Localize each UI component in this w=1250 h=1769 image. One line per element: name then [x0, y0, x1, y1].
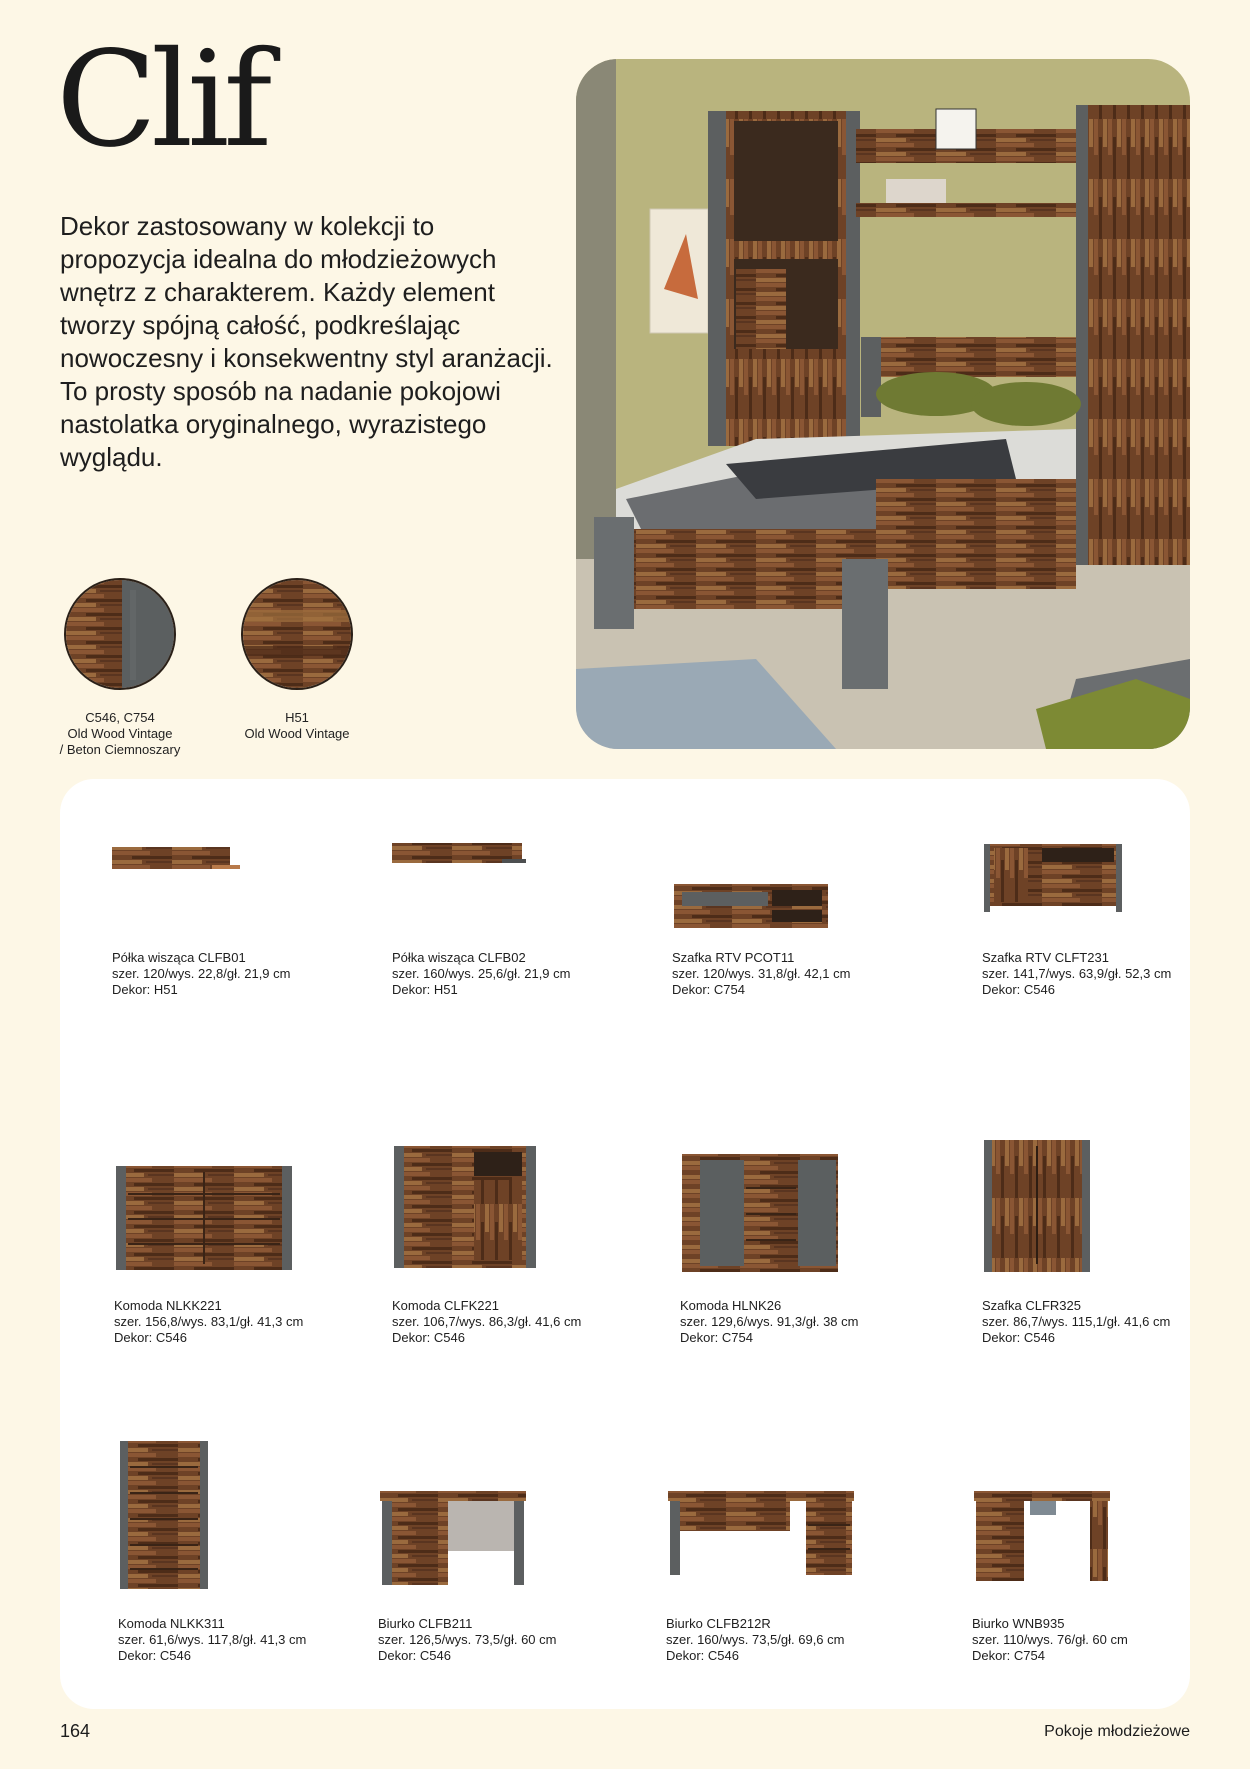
- product-card: [378, 1489, 638, 1663]
- product-dimensions: szer. 141,7/wys. 63,9/gł. 52,3 cm: [982, 966, 1172, 981]
- cabinet-image: [982, 1138, 1094, 1274]
- product-info: [666, 1616, 844, 1664]
- product-name: Komoda CLFK221: [392, 1298, 499, 1313]
- product-card: [680, 1152, 940, 1345]
- product-decor: Dekor: C546: [982, 1330, 1055, 1345]
- product-card: [982, 837, 1242, 1007]
- product-card: [672, 837, 932, 1007]
- page-number: 164: [60, 1721, 91, 1741]
- product-card: [392, 837, 652, 1007]
- product-info: [392, 950, 570, 998]
- products-panel: [60, 779, 1190, 1709]
- product-info: [378, 1616, 556, 1664]
- product-card: [392, 1144, 652, 1345]
- swatch-name: Old Wood Vintage: [244, 726, 350, 741]
- product-name: Półka wisząca CLFB02: [392, 950, 526, 965]
- product-decor: Dekor: C546: [118, 1648, 191, 1663]
- swatch-wood-concrete-image: [64, 578, 176, 690]
- desk-image: [378, 1489, 528, 1589]
- swatch-caption: [30, 710, 210, 758]
- product-info: [672, 950, 850, 998]
- dresser-image: [392, 1144, 538, 1272]
- swatch-code: C546, C754: [85, 710, 155, 725]
- product-decor: Dekor: C754: [680, 1330, 753, 1345]
- product-dimensions: szer. 120/wys. 22,8/gł. 21,9 cm: [112, 966, 291, 981]
- product-decor: Dekor: H51: [112, 982, 178, 997]
- desk-image: [972, 1489, 1112, 1585]
- product-decor: Dekor: H51: [392, 982, 458, 997]
- product-card: [118, 1439, 378, 1663]
- product-name: Komoda NLKK221: [114, 1298, 222, 1313]
- swatch-wood-image: [241, 578, 353, 690]
- product-name: Komoda HLNK26: [680, 1298, 782, 1313]
- dresser-image: [114, 1164, 294, 1272]
- product-card: [666, 1489, 926, 1663]
- product-name: Półka wisząca CLFB01: [112, 950, 246, 965]
- product-info: [112, 950, 290, 998]
- product-info: [680, 1298, 858, 1346]
- product-dimensions: szer. 86,7/wys. 115,1/gł. 41,6 cm: [982, 1314, 1171, 1329]
- product-name: Biurko CLFB211: [378, 1616, 473, 1631]
- product-info: [392, 1298, 581, 1346]
- product-info: [114, 1298, 303, 1346]
- product-card: [972, 1489, 1232, 1663]
- product-name: Biurko CLFB212R: [666, 1616, 771, 1631]
- swatch-name: Old Wood Vintage: [67, 726, 173, 741]
- product-dimensions: szer. 156,8/wys. 83,1/gł. 41,3 cm: [114, 1314, 304, 1329]
- wall-shelf-image: [392, 837, 532, 877]
- hero-bedroom-image: [576, 59, 1190, 749]
- product-info: [972, 1616, 1128, 1664]
- product-dimensions: szer. 129,6/wys. 91,3/gł. 38 cm: [680, 1314, 859, 1329]
- product-info: [118, 1616, 306, 1664]
- section-name: Pokoje młodzieżowe: [1044, 1723, 1190, 1740]
- desk-image: [666, 1489, 856, 1579]
- product-decor: Dekor: C546: [114, 1330, 187, 1345]
- swatch-code: H51: [285, 710, 309, 725]
- swatch-caption: [207, 710, 387, 742]
- swatch-c546-c754: [30, 578, 210, 758]
- product-card: [112, 837, 372, 1007]
- product-dimensions: szer. 61,6/wys. 117,8/gł. 41,3 cm: [118, 1632, 307, 1647]
- product-decor: Dekor: C546: [392, 1330, 465, 1345]
- tv-cabinet-image: [982, 842, 1127, 914]
- product-dimensions: szer. 106,7/wys. 86,3/gł. 41,6 cm: [392, 1314, 582, 1329]
- product-dimensions: szer. 160/wys. 73,5/gł. 69,6 cm: [666, 1632, 845, 1647]
- product-decor: Dekor: C546: [666, 1648, 739, 1663]
- product-name: Szafka RTV CLFT231: [982, 950, 1109, 965]
- product-decor: Dekor: C546: [378, 1648, 451, 1663]
- product-decor: Dekor: C754: [672, 982, 745, 997]
- intro-text: Dekor zastosowany w kolekcji to propozycja idealna do młodzieżowych wnętrz z charakterem. Każdy element tworzy spójną całość, podkreślając nowoczesny i konsekwentny styl aranżacji. To prosty sposób na nadanie pokojowi nastolatka oryginalnego, wyrazistego wyglądu.: [60, 211, 553, 472]
- product-dimensions: szer. 160/wys. 25,6/gł. 21,9 cm: [392, 966, 571, 981]
- product-decor: Dekor: C546: [982, 982, 1055, 997]
- swatch-name-2: / Beton Ciemnoszary: [59, 742, 181, 757]
- tall-dresser-image: [118, 1439, 210, 1591]
- product-name: Komoda NLKK311: [118, 1616, 225, 1631]
- product-name: Biurko WNB935: [972, 1616, 1065, 1631]
- swatch-h51: [207, 578, 387, 742]
- dresser-image: [680, 1152, 840, 1274]
- tv-cabinet-image: [672, 882, 832, 932]
- product-dimensions: szer. 110/wys. 76/gł. 60 cm: [972, 1632, 1128, 1647]
- product-dimensions: szer. 120/wys. 31,8/gł. 42,1 cm: [672, 966, 851, 981]
- product-info: [982, 1298, 1170, 1346]
- product-info: [982, 950, 1171, 998]
- product-dimensions: szer. 126,5/wys. 73,5/gł. 60 cm: [378, 1632, 557, 1647]
- wall-shelf-image: [112, 837, 252, 877]
- product-card: [982, 1138, 1242, 1345]
- product-decor: Dekor: C754: [972, 1648, 1045, 1663]
- product-card: [114, 1164, 374, 1345]
- collection-title: Clif: [56, 23, 267, 177]
- product-name: Szafka CLFR325: [982, 1298, 1081, 1313]
- product-name: Szafka RTV PCOT11: [672, 950, 795, 965]
